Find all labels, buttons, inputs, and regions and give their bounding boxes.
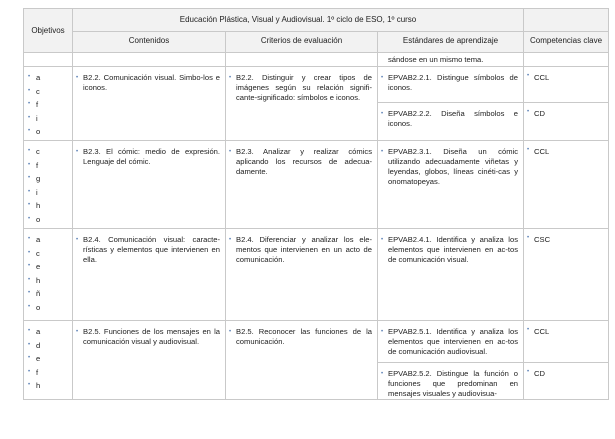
table-row	[24, 229, 609, 321]
objetivo-item: • i	[28, 186, 72, 200]
curriculum-table	[23, 8, 609, 400]
objetivo-item: • c	[28, 85, 72, 99]
criterio-cell: • B2.5. Reconocer las funciones de la comunicación.	[226, 321, 378, 400]
objetivo-item: • f	[28, 366, 72, 380]
contenido-cell: • B2.5. Funciones de los mensajes en la comunicación visual y audiovisual.	[73, 321, 226, 400]
objetivo-item: • g	[28, 172, 72, 186]
header-competencias: Competencias clave	[524, 32, 609, 53]
objetivos-cell	[24, 229, 73, 321]
objetivo-item: • e	[28, 260, 72, 274]
objetivos-cell	[24, 321, 73, 400]
competencia-cell: • CD	[524, 103, 609, 141]
objetivo-item: • o	[28, 125, 72, 139]
table-title: Educación Plástica, Visual y Audiovisual. 1º ciclo de ESO, 1º curso	[73, 9, 524, 32]
objetivo-item: • h	[28, 199, 72, 213]
header-estandares: Estándares de aprendizaje	[378, 32, 524, 53]
objetivo-item: • c	[28, 247, 72, 261]
header-criterios: Criterios de evaluación	[226, 32, 378, 53]
competencia-cell: • CSC	[524, 229, 609, 321]
objetivo-item: • c	[28, 145, 72, 159]
table-row	[24, 141, 609, 229]
objetivo-item: • o	[28, 301, 72, 315]
objetivo-item: • a	[28, 233, 72, 247]
table-title-row	[24, 9, 609, 32]
table-row	[24, 321, 609, 363]
objetivo-item: • ñ	[28, 287, 72, 301]
header-objetivos: Objetivos	[24, 9, 73, 53]
estandar-cell: • EPVAB2.5.2. Distingue la función o funciones que predominan en mensajes visuales y audiovisua-	[378, 363, 524, 400]
criterio-cell: • B2.4. Diferenciar y analizar los ele-mentos que intervienen en un acto de comunicación.	[226, 229, 378, 321]
objetivo-item: • a	[28, 71, 72, 85]
estandar-cell: • EPVAB2.2.2. Diseña símbolos e iconos.	[378, 103, 524, 141]
objetivo-item: • o	[28, 213, 72, 227]
objetivo-item: • h	[28, 379, 72, 393]
criterio-cell: • B2.2. Distinguir y crear tipos de imágenes según su relación signifi-cante-significado: símbolos e iconos.	[226, 67, 378, 141]
objetivo-item: • h	[28, 274, 72, 288]
objetivo-item: • e	[28, 352, 72, 366]
header-blank	[524, 9, 609, 32]
objetivo-item: • f	[28, 98, 72, 112]
table-row	[24, 67, 609, 103]
table-header-row	[24, 32, 609, 53]
objetivo-item: • a	[28, 325, 72, 339]
estandar-cell: • EPVAB2.5.1. Identifica y analiza los elementos que intervienen en ac-tos de comunicación audiovisual.	[378, 321, 524, 363]
contenido-cell: • B2.2. Comunicación visual. Simbo-los e iconos.	[73, 67, 226, 141]
estandar-cell: • EPVAB2.3.1. Diseña un cómic utilizando adecuadamente viñetas y leyendas, globos, líneas cinéti-cas y onomatopeyas.	[378, 141, 524, 229]
competencia-cell: • CCL	[524, 141, 609, 229]
contenido-cell: • B2.3. El cómic: medio de expresión. Lenguaje del cómic.	[73, 141, 226, 229]
objetivo-item: • i	[28, 112, 72, 126]
objetivo-item: • f	[28, 159, 72, 173]
carryover-row	[24, 53, 609, 67]
objetivos-cell	[24, 141, 73, 229]
contenido-cell: • B2.4. Comunicación visual: caracte-rísticas y elementos que intervienen en ella.	[73, 229, 226, 321]
objetivo-item: • d	[28, 339, 72, 353]
header-contenidos: Contenidos	[73, 32, 226, 53]
carryover-text: sándose en un mismo tema.	[378, 53, 524, 67]
competencia-cell: • CCL	[524, 321, 609, 363]
estandar-cell: • EPVAB2.4.1. Identifica y analiza los elementos que intervienen en ac-tos de comunicación visual.	[378, 229, 524, 321]
curriculum-table-page	[23, 8, 608, 400]
competencia-cell: • CCL	[524, 67, 609, 103]
criterio-cell: • B2.3. Analizar y realizar cómics aplicando los recursos de adecua-damente.	[226, 141, 378, 229]
objetivos-cell	[24, 67, 73, 141]
estandar-cell: • EPVAB2.2.1. Distingue símbolos de iconos.	[378, 67, 524, 103]
competencia-cell: • CD	[524, 363, 609, 400]
